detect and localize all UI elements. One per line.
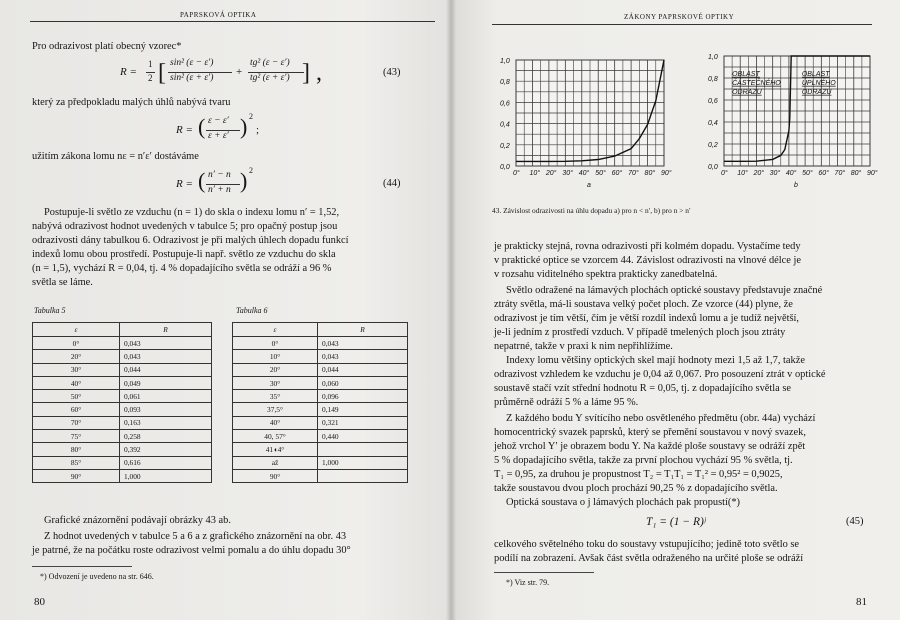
x-tick-label: 80° <box>644 170 656 177</box>
figure-43-caption: 43. Závislost odrazivosti na úhlu dopadu a) pro n < n′, b) pro n > n′ <box>492 206 691 215</box>
cell-angle: 50° <box>33 390 120 403</box>
zone-label-total: ÚPLNÉHO <box>801 79 836 87</box>
cell-angle: 75° <box>33 430 120 443</box>
x-tick-label: 70° <box>834 170 846 177</box>
table-row <box>33 363 212 376</box>
x-tick-label: 30° <box>562 170 573 177</box>
x-tick-label: 40° <box>785 170 797 177</box>
panel-label: a <box>587 182 591 189</box>
cell-reflectance: 0,060 <box>318 376 408 389</box>
table-5 <box>32 322 212 483</box>
cell-angle: 60° <box>33 403 120 416</box>
y-tick-label: 1,0 <box>708 54 718 61</box>
x-tick-label: 90° <box>661 170 672 177</box>
y-tick-label: 0,0 <box>708 164 718 171</box>
y-tick-label: 0,6 <box>500 100 510 108</box>
y-tick-label: 0,8 <box>708 76 718 83</box>
left-page: PAPRSKOVÁ OPTIKA Pro odrazivost platí obecný vzorec* R = 1 2 [ sin² (ε − ε′) sin² (ε + ε′) + tg² (ε − ε′) tg² (ε + ε′) ] , (43) který za předpokladu malých úhlů nabývá tvaru R = ( ε − ε′ ε + ε′ ) 2 ; užitím zákona lomu nε = n′ε′ dostáváme R = ( n′ − n n′ + n ) 2 (44) Postupuje-li světlo ze vzduchu (n = 1) do skla o indexu lomu n′ = 1,52, nabývá odrazivost hodnot uvedených v tabulce 5; pro opačný postup jsou odrazivosti dány tabulkou 6. Odrazivost je při malých úhlech dopadu funkcí indexů lomu obou prostředí. Postupuje-li např. světlo ze vzduchu do skla (n = 1,5), vychází R = 0,04, tj. 4 % dopadajícího světla se odráží a 96 % světla se láme. Tabulka 5 ε R 0° 0,043 20° 0,043 30° 0,044 40° 0,049 50° 0,061 60° 0,093 70° 0,163 75° 0,258 80° 0,392 85° 0,616 90° 1,000 Tabulka 6 ε R 0° 0,043 10° 0,043 20° 0,044 30° 0,060 35° 0,096 37,5° 0,149 40° 0,321 40, 57° 0,440 41◖4° až 1,000 90° Grafické znázornění podávají obrázky 43 ab. Z hodnot uvedených v tabulce 5 a 6 a z grafického znázornění na obr. 43 je patrné, že na počátku roste odrazivost velmi pomalu a do úhlu dopadu 30° *) Odvození je uvedeno na str. 646. 80 <box>0 0 452 620</box>
table-row <box>233 390 408 403</box>
x-tick-label: 20° <box>753 170 765 177</box>
cell-reflectance: 0,096 <box>318 390 408 403</box>
cell-angle: 40° <box>233 416 318 429</box>
header-rule-right <box>492 24 872 25</box>
cell-angle: až <box>233 456 318 469</box>
x-tick-label: 30° <box>769 170 781 177</box>
cell-reflectance: 1,000 <box>318 456 408 469</box>
y-tick-label: 0,2 <box>500 142 510 150</box>
cell-angle: 37,5° <box>233 403 318 416</box>
chart-b <box>708 54 878 189</box>
cell-reflectance: 0,258 <box>120 430 212 443</box>
table5-header-epsilon: ε <box>33 323 120 337</box>
table6-caption: Tabulka 6 <box>236 306 268 315</box>
cell-angle: 30° <box>233 376 318 389</box>
cell-reflectance: 0,044 <box>120 363 212 376</box>
x-tick-label: 90° <box>867 170 878 177</box>
small-angles-line: který za předpokladu malých úhlů nabývá tvaru <box>32 97 231 108</box>
x-tick-label: 0° <box>721 170 728 177</box>
cell-reflectance: 0,049 <box>120 376 212 389</box>
book-gutter <box>446 0 456 620</box>
cell-reflectance: 0,093 <box>120 403 212 416</box>
cell-reflectance: 0,043 <box>120 350 212 363</box>
x-tick-label: 40° <box>578 170 590 177</box>
x-tick-label: 70° <box>628 170 639 177</box>
table-row <box>233 443 408 456</box>
cell-angle: 0° <box>33 337 120 350</box>
panel-label: b <box>794 182 798 189</box>
x-tick-label: 60° <box>611 170 623 177</box>
chart-a <box>500 58 672 189</box>
table6-header-epsilon: ε <box>233 323 318 337</box>
cell-reflectance: 1,000 <box>120 469 212 482</box>
cell-angle: 20° <box>233 363 318 376</box>
zone-label-partial: ODRAZU <box>732 88 762 96</box>
x-tick-label: 80° <box>850 170 862 177</box>
equation-number-45: (45) <box>846 516 864 527</box>
table-row <box>33 376 212 389</box>
cell-reflectance: 0,440 <box>318 430 408 443</box>
intro-line: Pro odrazivost platí obecný vzorec* <box>32 41 182 52</box>
table-row <box>33 443 212 456</box>
cell-reflectance <box>318 443 408 456</box>
cell-reflectance: 0,163 <box>120 416 212 429</box>
cell-reflectance: 0,043 <box>120 337 212 350</box>
y-tick-label: 0,6 <box>708 98 718 105</box>
cell-angle: 80° <box>33 443 120 456</box>
cell-angle: 85° <box>33 456 120 469</box>
equation-45: T₁ = (1 − R)ʲ <box>646 516 706 528</box>
table-row <box>233 469 408 482</box>
footnote-rule-left <box>32 566 132 567</box>
footnote-right: *) Viz str. 79. <box>506 578 550 587</box>
footnote-rule-right <box>494 572 594 573</box>
cell-angle: 35° <box>233 390 318 403</box>
refraction-law-line: užitím zákona lomu nε = n′ε′ dostáváme <box>32 151 199 162</box>
cell-angle: 20° <box>33 350 120 363</box>
y-tick-label: 0,0 <box>500 164 510 171</box>
running-head-right: ZÁKONY PAPRSKOVÉ OPTIKY <box>624 13 735 21</box>
table-row <box>33 337 212 350</box>
running-head-left: PAPRSKOVÁ OPTIKA <box>180 11 257 19</box>
cell-reflectance <box>318 469 408 482</box>
equation-number-43: (43) <box>383 67 401 78</box>
table6-header-r: R <box>318 323 408 337</box>
table-row <box>233 416 408 429</box>
cell-reflectance: 0,044 <box>318 363 408 376</box>
equation-number-44: (44) <box>383 178 401 189</box>
cell-angle: 70° <box>33 416 120 429</box>
header-rule-left <box>30 21 435 22</box>
right-page: ZÁKONY PAPRSKOVÉ OPTIKY 0,0 0,2 0,4 0,6 0,8 1,0 0° 10° 20° 30° 40° 50° 60° 70° 80° 90° a 0,0 0,2 0,4 0,6 0,8 1,0 0° 10° 20° 30° 40° 50° 60° 70° 80° 90° OBLAST ČÁSTEČNÉHO ODRAZU OBLAST ÚPLNÉHO ODRAZU b 43. Závislost odrazivosti na úhlu dopadu a) pro n < n′, b) pro n > n′ je prakticky stejná, rovna odrazivosti při kolmém dopadu. Vystačíme tedy v praktické optice se vzorcem 44. Závislost odrazivosti na vlnové délce je v rozsahu viditelného spektra prakticky zanedbatelná. Světlo odražené na lámavých plochách optické soustavy představuje značné ztráty světla, má-li soustava velký počet ploch. Ze vzorce (44) plyne, že odrazivost je tím větší, čím je větší rozdíl indexů lomu a je tudíž největší, je-li jedním z prostředí vzduch. V případě tmelených ploch jsou ztráty nepatrné, takže v praxi k nim nepřihlížíme. Indexy lomu většiny optických skel mají hodnoty mezi 1,5 až 1,7, takže odrazivost vzhledem ke vzduchu je 0,04 až 0,067. Pro posouzení ztrát v optické soustavě stačí vzít střední hodnotu R = 0,05, tj. z dopadajícího světla se průměrně odráží 5 % a láme 95 %. Z každého bodu Y svítícího nebo osvětleného předmětu (obr. 44a) vychází homocentrický svazek paprsků, který se přemění soustavou v nový svazek, jehož vrchol Y′ je obrazem bodu Y. Na každé ploše soustavy se odráží zpět 5 % dopadajícího světla, takže za první plochou vychází 95 % světla, tj. T₁ = 0,95, za druhou je propustnost T₂ = T₁T₁ = T₁² = 0,95² = 0,9025, takže soustavou dvou ploch prochází 90,25 % z dopadajícího světla. Optická soustava o j lámavých plochách pak propustí(*) T₁ = (1 − R)ʲ (45) celkového světelného toku do soustavy vstupujícího; jedině toto světlo se podílí na zobrazení. Avšak část světla odraženého na určité ploše se odráží *) Viz str. 79. 81 <box>452 0 900 620</box>
y-tick-label: 0,4 <box>500 121 510 129</box>
cell-angle: 40, 57° <box>233 430 318 443</box>
cell-angle: 40° <box>33 376 120 389</box>
cell-angle: 30° <box>33 363 120 376</box>
cell-reflectance: 0,616 <box>120 456 212 469</box>
y-tick-label: 0,8 <box>500 79 510 87</box>
x-tick-label: 10° <box>529 170 541 177</box>
table-row <box>33 403 212 416</box>
footnote-left: *) Odvození je uvedeno na str. 646. <box>40 572 154 581</box>
table-row <box>233 430 408 443</box>
paragraph-transmission: Optická soustava o j lámavých plochách pak propustí(*) <box>506 497 741 508</box>
table5-caption: Tabulka 5 <box>34 306 66 315</box>
y-tick-label: 1,0 <box>500 58 510 65</box>
table-row <box>233 337 408 350</box>
zone-label-total: OBLAST <box>801 70 830 78</box>
zone-label-total: ODRAZU <box>801 88 832 96</box>
table-row <box>233 350 408 363</box>
table-row <box>233 376 408 389</box>
table-row <box>33 350 212 363</box>
zone-label-partial: OBLAST <box>732 70 760 78</box>
y-tick-label: 0,4 <box>708 120 718 127</box>
table-row <box>33 390 212 403</box>
table-row <box>33 430 212 443</box>
cell-angle: 0° <box>233 337 318 350</box>
x-tick-label: 60° <box>818 170 829 177</box>
table-row <box>33 416 212 429</box>
cell-angle: 41◖4° <box>233 443 318 456</box>
table5-header-r: R <box>120 323 212 337</box>
cell-angle: 90° <box>233 469 318 482</box>
table-row <box>233 456 408 469</box>
figure-43 <box>452 40 900 220</box>
table-row <box>33 456 212 469</box>
page-number-right: 81 <box>856 596 867 608</box>
table-row <box>233 403 408 416</box>
cell-reflectance: 0,321 <box>318 416 408 429</box>
y-tick-label: 0,2 <box>708 142 718 149</box>
table-row <box>233 363 408 376</box>
x-tick-label: 20° <box>545 170 557 177</box>
cell-angle: 90° <box>33 469 120 482</box>
x-tick-label: 0° <box>513 170 520 177</box>
x-tick-label: 10° <box>737 170 748 177</box>
x-tick-label: 50° <box>595 170 606 177</box>
cell-reflectance: 0,061 <box>120 390 212 403</box>
zone-label-partial: ČÁSTEČNÉHO <box>732 79 781 87</box>
x-tick-label: 50° <box>802 170 813 177</box>
cell-reflectance: 0,149 <box>318 403 408 416</box>
cell-reflectance: 0,043 <box>318 337 408 350</box>
cell-reflectance: 0,392 <box>120 443 212 456</box>
table-6 <box>232 322 408 483</box>
page-number-left: 80 <box>34 596 45 608</box>
cell-reflectance: 0,043 <box>318 350 408 363</box>
cell-angle: 10° <box>233 350 318 363</box>
table-row <box>33 469 212 482</box>
